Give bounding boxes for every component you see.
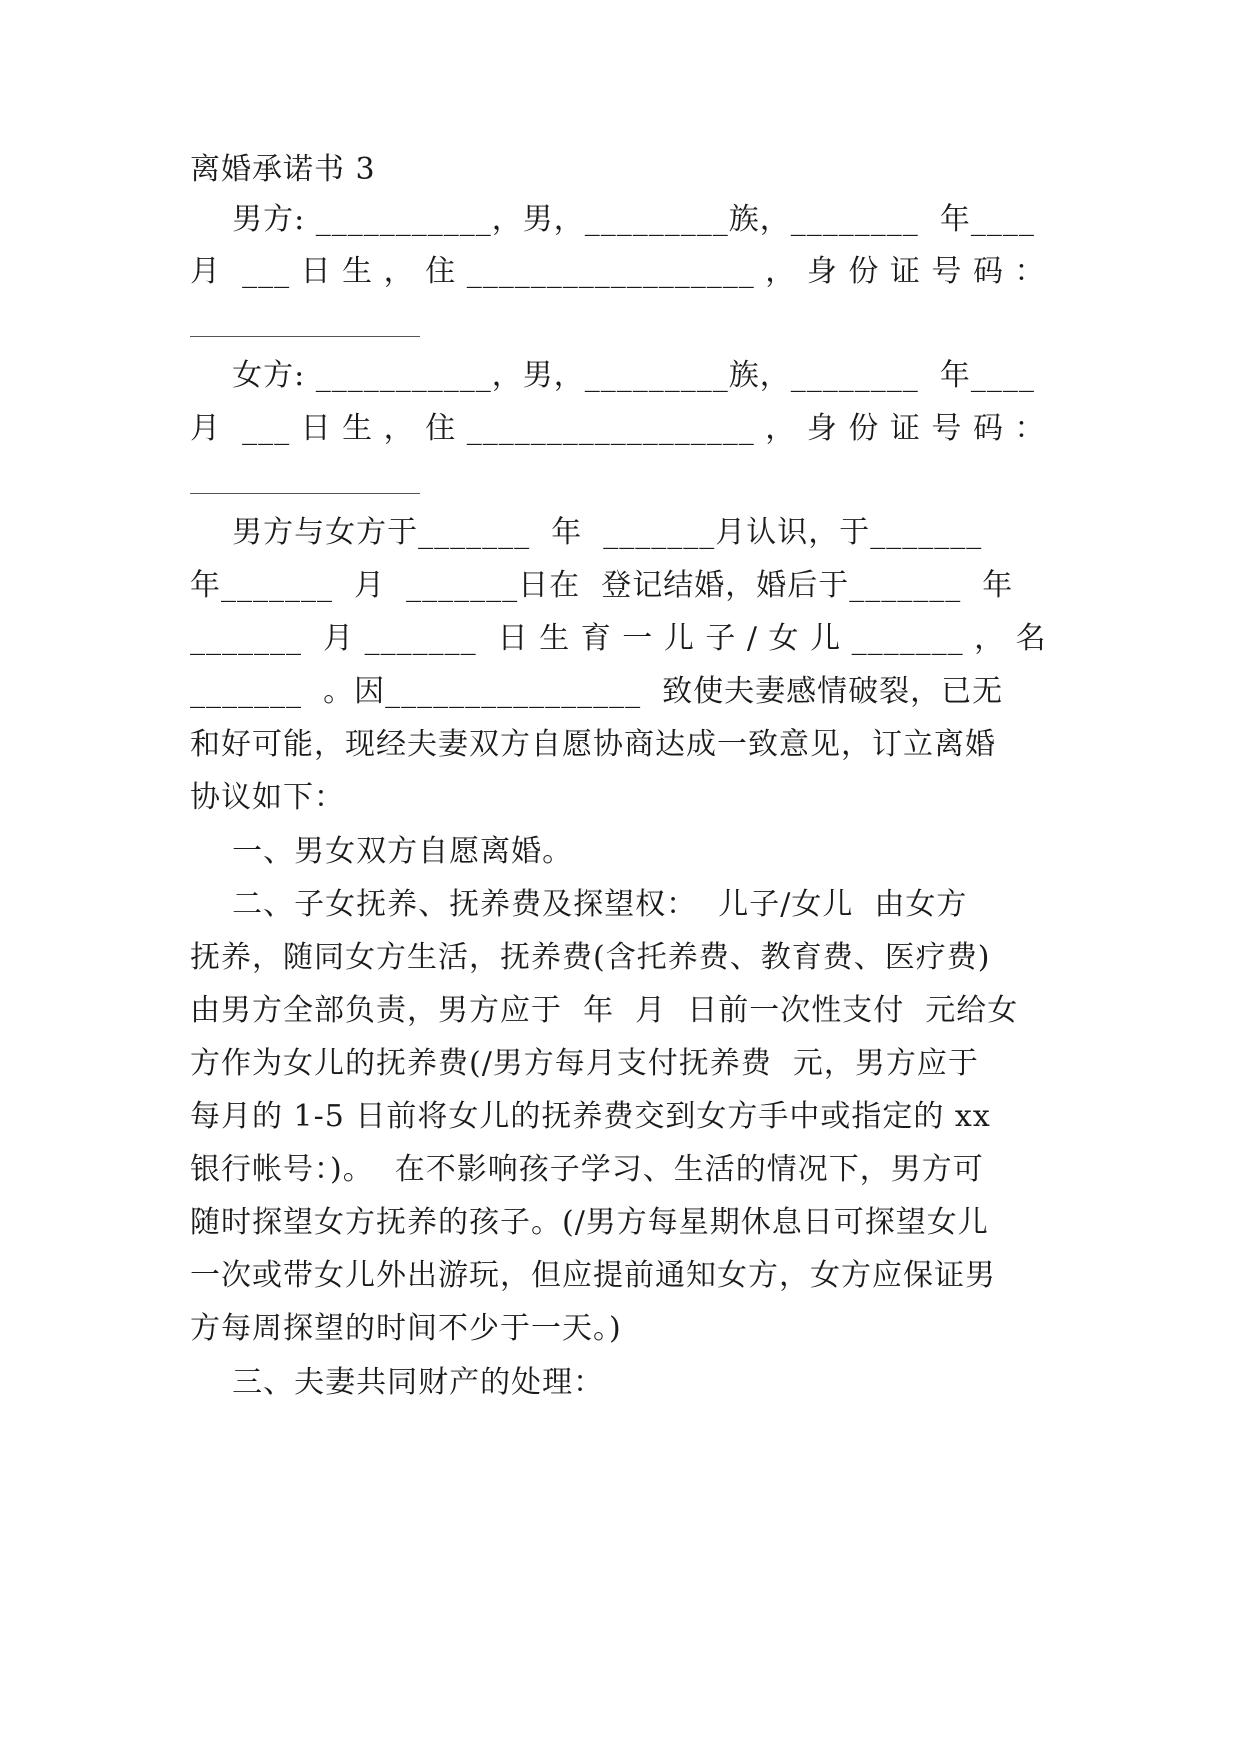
intro-line: 和好可能，现经夫妻双方自愿协商达成一致意见，订立离婚	[190, 727, 996, 762]
clause-2-line: 由男方全部负责，男方应于 年 月 日前一次性支付 元给女	[190, 993, 1019, 1028]
intro-line: 协议如下：	[190, 780, 345, 815]
clause-2-line: 抚养，随同女方生活，抚养费(含托养费、教育费、医疗费)	[190, 940, 991, 975]
intro-line: 男方与女方于_______ 年 _______月认识，于_______	[190, 515, 983, 550]
clause-2-line: 每月的 1-5 日前将女儿的抚养费交到女方手中或指定的 xx	[190, 1099, 991, 1134]
male-id-number-blank	[190, 336, 420, 337]
clause-2-line: 随时探望女方抚养的孩子。(/男方每星期休息日可探望女儿	[190, 1205, 989, 1240]
clause-3: 三、夫妻共同财产的处理：	[190, 1365, 605, 1400]
clause-2-line: 一次或带女儿外出游玩，但应提前通知女方，女方应保证男	[190, 1258, 996, 1293]
intro-line: 年_______ 月 _______日在 登记结婚，婚后于_______ 年	[190, 568, 1014, 603]
female-party-line-1: 女方: ___________，男，_________族，________ 年____	[190, 358, 1035, 393]
male-party-line-2: 月 ___ 日 生 ， 住 __________________ ， 身 份 证 号 码 ：	[190, 254, 1046, 289]
clause-2-line: 银行帐号：)。 在不影响孩子学习、生活的情况下，男方可	[190, 1152, 984, 1187]
clause-2-line: 二、子女抚养、抚养费及探望权： 儿子/女儿 由女方	[190, 887, 968, 922]
clause-2-line: 方作为女儿的抚养费(/男方每月支付抚养费 元，男方应于	[190, 1046, 979, 1081]
intro-line: _______ 月 _______ 日 生 育 一 儿 子 / 女 儿 _______ ， 名	[190, 621, 1047, 656]
female-id-number-blank	[190, 493, 420, 494]
female-party-line-2: 月 ___ 日 生 ， 住 __________________ ， 身 份 证 号 码 ：	[190, 411, 1046, 446]
intro-line: _______ 。因________________ 致使夫妻感情破裂，已无	[190, 674, 1004, 709]
clause-2-line: 方每周探望的时间不少于一天。)	[190, 1311, 622, 1346]
male-party-line-1: 男方: ___________，男，_________族，________ 年____	[190, 202, 1035, 237]
clause-1: 一、男女双方自愿离婚。	[190, 834, 574, 869]
document-title: 离婚承诺书 3	[190, 152, 376, 187]
